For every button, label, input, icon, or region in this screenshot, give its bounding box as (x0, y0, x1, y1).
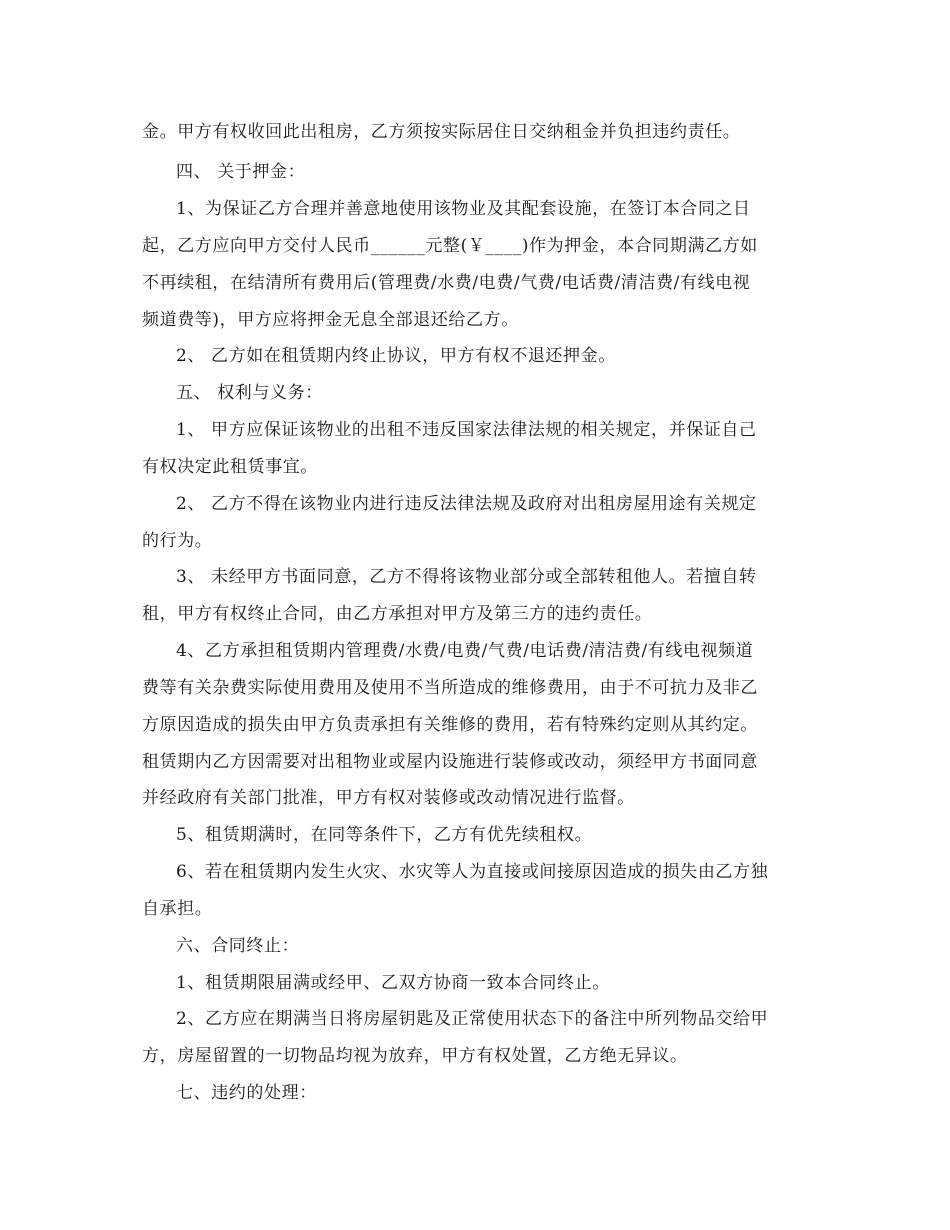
section-heading-rights: 五、 权利与义务： (176, 383, 323, 403)
paragraph-line: 3、 未经甲方书面同意，乙方不得将该物业部分或全部转租他人。若擅自转 (176, 567, 757, 587)
paragraph-line: 1、为保证乙方合理并善意地使用该物业及其配套设施，在签订本合同之日 (176, 199, 751, 219)
paragraph-line: 方，房屋留置的一切物品均视为放弃，甲方有权处置，乙方绝无异议。 (142, 1046, 688, 1066)
paragraph-line: 租，甲方有权终止合同，由乙方承担对甲方及第三方的违约责任。 (142, 604, 653, 624)
paragraph-line: 金。甲方有权收回此出租房，乙方须按实际居住日交纳租金并负担违约责任。 (142, 122, 741, 142)
paragraph-line: 5、租赁期满时，在同等条件下，乙方有优先续租权。 (176, 825, 593, 845)
paragraph-line: 不再续租，在结清所有费用后(管理费/水费/电费/气费/电话费/清洁费/有线电视 (142, 273, 751, 293)
paragraph-line: 2、 乙方不得在该物业内进行违反法律法规及政府对出租房屋用途有关规定 (176, 494, 757, 514)
paragraph-line: 并经政府有关部门批准，甲方有权对装修或改动情况进行监督。 (142, 788, 635, 808)
paragraph-line: 频道费等)，甲方应将押金无息全部退还给乙方。 (142, 310, 519, 330)
paragraph-line: 2、 乙方如在租赁期内终止协议，甲方有权不退还押金。 (176, 346, 616, 366)
paragraph-line: 4、乙方承担租赁期内管理费/水费/电费/气费/电话费/清洁费/有线电视频道 (176, 641, 754, 661)
paragraph-line: 1、租赁期限届满或经甲、乙双方协商一致本合同终止。 (176, 973, 610, 993)
section-heading-termination: 六、合同终止： (176, 936, 300, 956)
paragraph-line: 起，乙方应向甲方交付人民币______元整(￥____)作为押金，本合同期满乙方如 (142, 236, 758, 256)
paragraph-line: 费等有关杂费实际使用费用及使用不当所造成的维修费用，由于不可抗力及非乙 (142, 678, 758, 698)
paragraph-line: 有权决定此租赁事宜。 (142, 457, 318, 477)
section-heading-deposit: 四、 关于押金： (176, 162, 306, 182)
paragraph-line: 2、乙方应在期满当日将房屋钥匙及正常使用状态下的备注中所列物品交给甲 (176, 1009, 769, 1029)
paragraph-line: 租赁期内乙方因需要对出租物业或屋内设施进行装修或改动，须经甲方书面同意 (142, 752, 758, 772)
paragraph-line: 6、若在租赁期内发生火灾、水灾等人为直接或间接原因造成的损失由乙方独 (176, 862, 769, 882)
paragraph-line: 的行为。 (142, 531, 213, 551)
paragraph-line: 1、 甲方应保证该物业的出租不违反国家法律法规的相关规定，并保证自己 (176, 420, 757, 440)
paragraph-line: 自承担。 (142, 899, 213, 919)
paragraph-line: 方原因造成的损失由甲方负责承担有关维修的费用，若有特殊约定则从其约定。 (142, 715, 758, 735)
section-heading-breach: 七、违约的处理： (176, 1083, 317, 1103)
